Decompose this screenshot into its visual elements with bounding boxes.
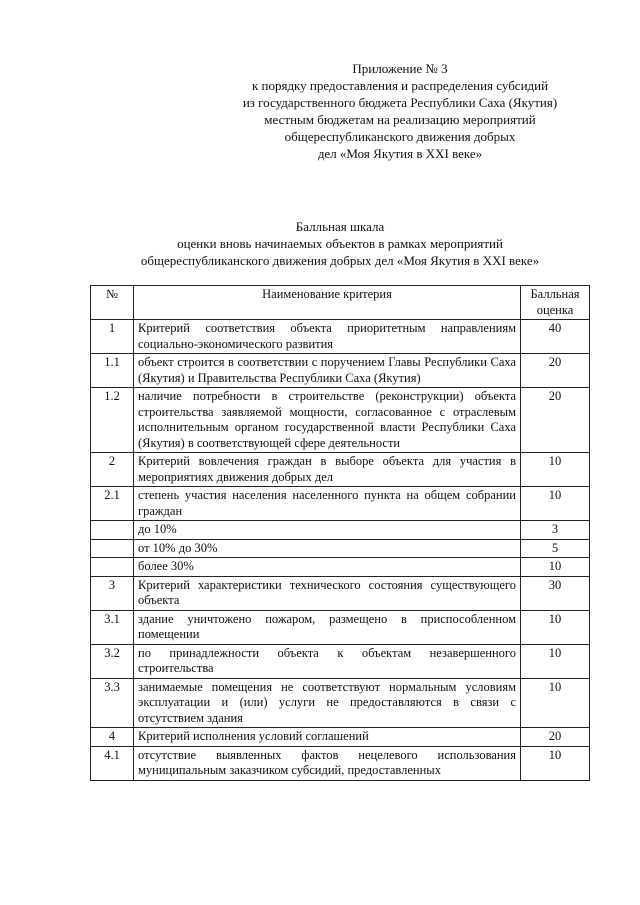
appendix-line: из государственного бюджета Республики Саха (Якутия) xyxy=(242,95,558,110)
appendix-line: дел «Моя Якутия в XXI веке» xyxy=(317,146,483,161)
table-row xyxy=(91,320,590,354)
appendix-line: местным бюджетам на реализацию мероприятий xyxy=(264,112,536,127)
appendix-header xyxy=(200,60,600,162)
table-row xyxy=(91,521,590,540)
table-row xyxy=(91,354,590,388)
row-score: 10 xyxy=(521,558,590,577)
row-name: здание уничтожено пожаром, размещено в приспособленном помещении xyxy=(134,610,521,644)
row-name: степень участия населения населенного пункта на общем собрании граждан xyxy=(134,487,521,521)
appendix-line: общереспубликанского движения добрых xyxy=(284,129,516,144)
row-score: 10 xyxy=(521,644,590,678)
row-name: от 10% до 30% xyxy=(134,539,521,558)
table-row xyxy=(91,487,590,521)
row-num: 2.1 xyxy=(91,487,134,521)
row-num: 2 xyxy=(91,453,134,487)
row-score: 20 xyxy=(521,388,590,453)
table-row xyxy=(91,576,590,610)
criteria-table xyxy=(90,285,590,781)
table-row xyxy=(91,388,590,453)
row-num xyxy=(91,539,134,558)
row-num: 3.2 xyxy=(91,644,134,678)
row-score: 5 xyxy=(521,539,590,558)
row-name: занимаемые помещения не соответствуют нормальным условиям эксплуатации и (или) услуги не предоставляются в связи с отсутствием здания xyxy=(134,678,521,728)
row-num: 1 xyxy=(91,320,134,354)
header-name: Наименование критерия xyxy=(134,286,521,320)
header-num: № xyxy=(91,286,134,320)
appendix-line: к порядку предоставления и распределения субсидий xyxy=(251,78,549,93)
row-name: по принадлежности объекта к объектам незавершенного строительства xyxy=(134,644,521,678)
table-row xyxy=(91,728,590,747)
row-name: отсутствие выявленных фактов нецелевого использования муниципальным заказчиком субсидий, предоставленных xyxy=(134,746,521,780)
row-score: 40 xyxy=(521,320,590,354)
row-name: до 10% xyxy=(134,521,521,540)
row-name: наличие потребности в строительстве (реконструкции) объекта строительства заявляемой мощности, согласованное с отраслевым исполнительным органом государственной власти Республики Саха (Якутия) в соответствующей сфере деятельности xyxy=(134,388,521,453)
table-row xyxy=(91,539,590,558)
row-num: 1.2 xyxy=(91,388,134,453)
row-num: 4.1 xyxy=(91,746,134,780)
row-name: более 30% xyxy=(134,558,521,577)
row-score: 20 xyxy=(521,728,590,747)
table-row xyxy=(91,558,590,577)
table-row xyxy=(91,610,590,644)
row-score: 10 xyxy=(521,487,590,521)
row-score: 20 xyxy=(521,354,590,388)
row-score: 30 xyxy=(521,576,590,610)
row-name: Критерий исполнения условий соглашений xyxy=(134,728,521,747)
title-line: оценки вновь начинаемых объектов в рамках мероприятий xyxy=(177,236,503,251)
row-score: 10 xyxy=(521,678,590,728)
row-name: Критерий характеристики технического состояния существующего объекта xyxy=(134,576,521,610)
row-num: 1.1 xyxy=(91,354,134,388)
row-num: 4 xyxy=(91,728,134,747)
row-score: 10 xyxy=(521,610,590,644)
table-row xyxy=(91,678,590,728)
row-num: 3 xyxy=(91,576,134,610)
table-row xyxy=(91,644,590,678)
row-name: Критерий вовлечения граждан в выборе объекта для участия в мероприятиях движения добрых дел xyxy=(134,453,521,487)
header-score: Балльная оценка xyxy=(521,286,590,320)
row-name: объект строится в соответствии с поручением Главы Республики Саха (Якутия) и Правительства Республики Саха (Якутия) xyxy=(134,354,521,388)
row-score: 10 xyxy=(521,746,590,780)
title-line: общереспубликанского движения добрых дел «Моя Якутия в XXI веке» xyxy=(140,253,540,268)
row-num: 3.3 xyxy=(91,678,134,728)
table-row xyxy=(91,453,590,487)
row-num: 3.1 xyxy=(91,610,134,644)
row-score: 3 xyxy=(521,521,590,540)
appendix-line: Приложение № 3 xyxy=(352,61,448,76)
row-score: 10 xyxy=(521,453,590,487)
document-title xyxy=(90,218,590,269)
row-name: Критерий соответствия объекта приоритетным направлениям социально-экономического развития xyxy=(134,320,521,354)
row-num xyxy=(91,558,134,577)
title-line: Балльная шкала xyxy=(295,219,385,234)
table-header-row xyxy=(91,286,590,320)
table-row xyxy=(91,746,590,780)
row-num xyxy=(91,521,134,540)
